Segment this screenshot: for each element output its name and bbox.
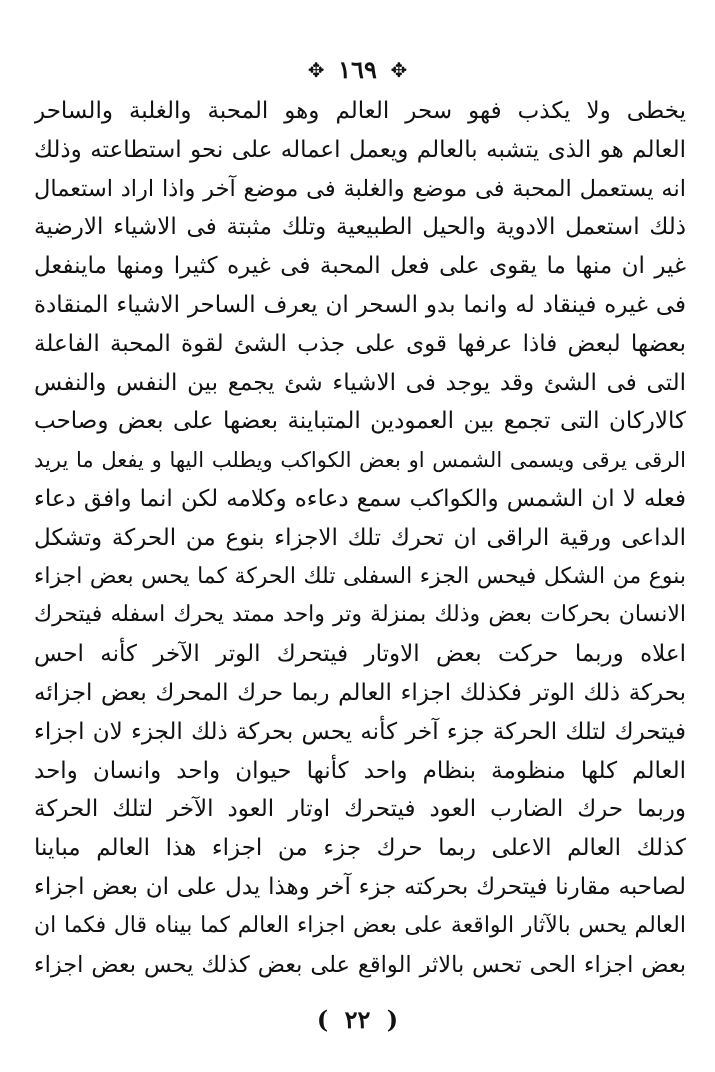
text-line-6: فى غيره فينقاد له وانما بدو السحر ان يعرف الساحر الاشياء المنقادة xyxy=(34,291,686,318)
text-line-9: كالاركان التى تجمع بين العمودين المتباينة بعضها على بعض وصاحب xyxy=(34,408,686,435)
text-line-21: لصاحبه مقارنا فيتحرك بحركته جزء آخر وهذا يدل على ان بعض اجزاء xyxy=(34,873,686,900)
page-footer xyxy=(0,1000,715,1040)
text-line-8: التى فى الشئ وقد يوجد فى الاشياء شئ يجمع بين النفس والنفس xyxy=(34,369,686,396)
text-line-12: الداعى ورقية الراقى ان تحرك تلك الاجزاء بنوع من الحركة وتشكل xyxy=(34,524,686,551)
text-line-1: يخطى ولا يكذب فهو سحر العالم وهو المحبة والغلبة والساحر xyxy=(34,98,686,124)
text-line-2: العالم هو الذى يتشبه بالعالم ويعمل اعماله على نحو استطاعته وذلك xyxy=(34,136,686,163)
text-line-5: غير ان منها ما يقوى على فعل المحبة فى غيره كثيرا ومنها ماينفعل xyxy=(34,253,686,280)
page-header xyxy=(0,50,715,88)
text-line-4: ذلك استعمل الادوية والحيل الطبيعية وتلك مثبتة فى الاشياء الارضية xyxy=(34,214,686,241)
page-number-top: ١٦٩ xyxy=(338,54,377,84)
text-line-16: بحركة ذلك الوتر فكذلك اجزاء العالم ربما حرك المحرك بعض اجزائه xyxy=(34,679,686,706)
text-line-18: العالم كلها منظومة بنظام واحد كأنها حيوان واحد وانسان واحد xyxy=(34,757,686,784)
text-line-20: كذلك العالم الاعلى ربما حرك جزء من اجزاء هذا العالم مباينا xyxy=(34,835,686,862)
text-line-22: العالم يحس بالآثار الواقعة على بعض اجزاء العالم كما بيناه قال فكما ان xyxy=(34,912,686,938)
text-line-3: انه يستعمل المحبة فى موضع والغلبة فى موضع آخر واذا اراد استعمال xyxy=(34,175,686,202)
text-line-17: فيتحرك لتلك الحركة جزء آخر كأنه يحس بحركة ذلك الجزء لان اجزاء xyxy=(34,718,686,745)
text-line-10: الرقى يرقى ويسمى الشمس او بعض الكواكب ويطلب اليها و يفعل ما يريد xyxy=(34,448,686,473)
page-number-bottom: ٢٢ xyxy=(344,1005,371,1034)
text-line-15: اعلاه وربما حركت بعض الاوتار فيتحرك الوتر الآخر كأنه احس xyxy=(34,641,686,668)
text-line-14: الانسان بحركات بعض وذلك بمنزلة وتر واحد ممتد يحرك اسفله فيتحرك xyxy=(34,602,686,628)
body-text xyxy=(34,92,686,984)
footer-paren-close: ) xyxy=(316,1005,329,1034)
text-line-11: فعله لا ان الشمس والكواكب سمع دعاءه وكلامه لكن انما وافق دعاء xyxy=(34,485,686,512)
text-line-19: وربما حرك الضارب العود فيتحرك اوتار العود الآخر لتلك الحركة xyxy=(34,796,686,823)
footer-paren-open: ( xyxy=(386,1005,399,1034)
text-line-23: بعض اجزاء الحى تحس بالاثر الواقع على بعض كذلك يحس بعض اجزاء xyxy=(34,951,686,978)
ornament-left-icon: ✥ xyxy=(307,57,325,82)
text-line-7: بعضها لبعض فاذا عرفها قوى على جذب الشئ لقوة المحبة الفاعلة xyxy=(34,330,686,357)
ornament-right-icon: ✥ xyxy=(390,57,408,82)
text-line-13: بنوع من الشكل فيحس الجزء السفلى تلك الحركة كما يحس بعض اجزاء xyxy=(34,563,686,589)
